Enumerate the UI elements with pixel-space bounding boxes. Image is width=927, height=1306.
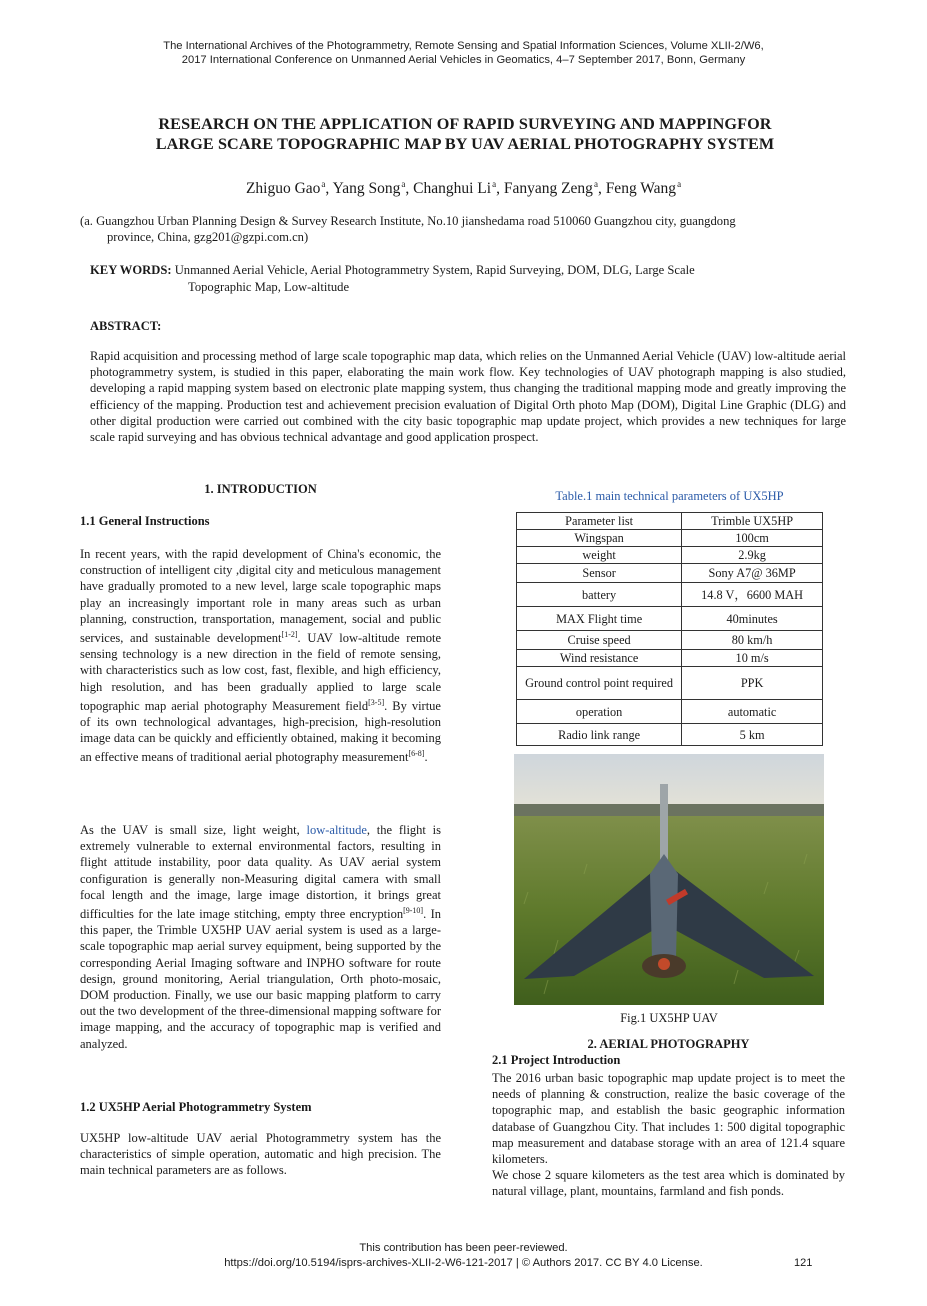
parameters-table (516, 512, 823, 746)
table-row: Wind resistance 10 m/s (517, 650, 823, 667)
table-row: Wingspan 100cm (517, 530, 823, 547)
keywords-line-2: Topographic Map, Low-altitude (188, 280, 350, 294)
table-row: battery 14.8 V，6600 MAH (517, 583, 823, 607)
intro-paragraph-2: As the UAV is small size, light weight, low-altitude, the flight is extremely vulnerable to external environmental factors, resulting in flight attitude instability, poor data quality. As UAV aerial system configuration is generally non-Measuring digital camera with small focal length and the image, large image distortion, it brings great difficulties for the late image stitching, empty three encryption[9-10]. In this paper, the Trimble UX5HP UAV aerial system is used as a large-scale topographic map aerial survey equipment, being supported by the corresponding Aerial Imaging software and INPHO software for route design, ground monitoring, Aerial triangulation, Orth photo-mosaic, DOM production. Finally, we use our basic mapping platform to carry out the two development of the three-dimensional mapping software for image mapping, and the accuracy of topographic map is verified and analyzed. (80, 823, 441, 1051)
title-line-2: LARGE SCARE TOPOGRAPHIC MAP BY UAV AERIAL PHOTOGRAPHY SYSTEM (155, 135, 775, 153)
intro-paragraph-3: UX5HP low-altitude UAV aerial Photogrammetry system has the characteristics of simple operation, automatic and high precision. The main technical parameters are as follows. (80, 1131, 441, 1178)
subsection-2-1-heading: 2.1 Project Introduction (492, 1053, 621, 1067)
keywords (90, 262, 850, 296)
highlighted-term: low-altitude (306, 823, 367, 837)
citation: [3-5] (368, 697, 385, 707)
affiliation-line-2: province, China, gzg201@gzpi.com.cn) (107, 230, 309, 244)
section-2-paragraph-1: The 2016 urban basic topographic map update project is to meet the needs of planning & construction, realize the basic coverage of the topographic map, and establish the basic geographic information database of Guangzhou City. That includes 1: 500 digital topographic map measurement and database storage with an area of 121.4 square kilometers. (492, 1071, 845, 1167)
page-number: 121 (794, 1257, 813, 1269)
author: Fanyang Zeng$^a$, (503, 179, 606, 197)
author: Feng Wang$^a$ (605, 179, 682, 197)
citation: [6-8] (408, 749, 425, 759)
section-1-heading: 1. INTRODUCTION (204, 482, 317, 496)
author: Changhui Li$^a$, (413, 179, 504, 197)
footer-peer-review: This contribution has been peer-reviewed. (359, 1242, 568, 1254)
table-header-row: Parameter list Trimble UX5HP (517, 513, 823, 530)
table-row: Radio link range 5 km (517, 724, 823, 746)
footer-doi: https://doi.org/10.5194/isprs-archives-XLII-2-W6-121-2017 | © Authors 2017. CC BY 4.0 License. (224, 1257, 703, 1269)
intro-paragraph-1: In recent years, with the rapid development of China's economic, the construction of intelligent city ,digital city and meticulous management have gradually promoted to a new level, large scale topographic maps play an increasingly important role in many areas such as urban planning, construction, transportation, management, social and public services, and sustainable development[1-2]. UAV low-altitude remote sensing technology is a new direction in the field of remote sensing, with characteristics such as low cost, fast, flexible, and high efficiency, high resolution, and has been gradually applied to large scale topographic map aerial photography Measurement field[3-5]. By virtue of its own technological advantages, high-precision, high-resolution image data can be quickly and efficiently obtained, making it becoming an effective means of traditional aerial photography measurement[6-8]. (80, 547, 441, 765)
author: Zhiguo Gao$^a$, (245, 179, 333, 197)
table-row: Sensor Sony A7@ 36MP (517, 564, 823, 583)
table-row: MAX Flight time 40minutes (517, 607, 823, 631)
section-2-paragraph-2: We chose 2 square kilometers as the test area which is dominated by natural village, plant, mountains, farmland and fish ponds. (492, 1168, 845, 1199)
title-line-1: RESEARCH ON THE APPLICATION OF RAPID SURVEYING AND MAPPINGFOR (158, 115, 772, 133)
paper-title (90, 114, 840, 154)
citation: [9-10] (403, 906, 424, 916)
abstract-text: Rapid acquisition and processing method of large scale topographic map data, which relies on the Unmanned Aerial Vehicle (UAV) low-altitude aerial photogrammetry system, is studied in this paper, elaborating the main work flow. Key technologies of UAV photograph mapping is also studied, developing a rapid mapping system based on electronic plate mapping system, thus changing the traditional mapping mode and greatly improving the efficiency of the mapping. Production test and achievement precision evaluation of Digital Orth photo Map (DOM), Digital Line Graphic (DLG) and other digital production were carried out combined with the city basic topographic map update project, which provides a new techniques for large scale rapid surveying and has obvious technical advantage and good application prospect. (90, 349, 846, 445)
affiliation (80, 213, 850, 245)
affiliation-line-1: (a. Guangzhou Urban Planning Design & Survey Research Institute, No.10 jianshedama road 510060 Guangzhou city, guangdong (80, 214, 736, 228)
footer (60, 1241, 867, 1271)
abstract-heading: ABSTRACT: (90, 319, 162, 333)
table-row: weight 2.9kg (517, 547, 823, 564)
subsection-1-2-heading: 1.2 UX5HP Aerial Photogrammetry System (80, 1100, 312, 1114)
keywords-line-1: Unmanned Aerial Vehicle, Aerial Photogrammetry System, Rapid Surveying, DOM, DLG, Large Scale (174, 263, 695, 277)
table-row: Ground control point required PPK (517, 667, 823, 700)
keywords-label: KEY WORDS: (90, 263, 172, 277)
running-header (60, 39, 867, 67)
figure-caption: Fig.1 UX5HP UAV (620, 1011, 718, 1025)
section-2-heading: 2. AERIAL PHOTOGRAPHY (587, 1037, 750, 1051)
uav-photo (514, 754, 824, 1005)
citation: [1-2] (281, 630, 298, 640)
table-row: Cruise speed 80 km/h (517, 631, 823, 650)
table-row: operation automatic (517, 700, 823, 724)
header-line-2: 2017 International Conference on Unmanned Aerial Vehicles in Geomatics, 4–7 September 2017, Bonn, Germany (181, 54, 746, 66)
tree-line (514, 804, 824, 818)
table-caption: Table.1 main technical parameters of UX5HP (555, 489, 784, 503)
author: Yang Song$^a$, (332, 179, 414, 197)
header-line-1: The International Archives of the Photogrammetry, Remote Sensing and Spatial Information Sciences, Volume XLII-2/W6, (163, 40, 764, 52)
author-list (60, 174, 867, 199)
subsection-1-1-heading: 1.1 General Instructions (80, 514, 210, 528)
